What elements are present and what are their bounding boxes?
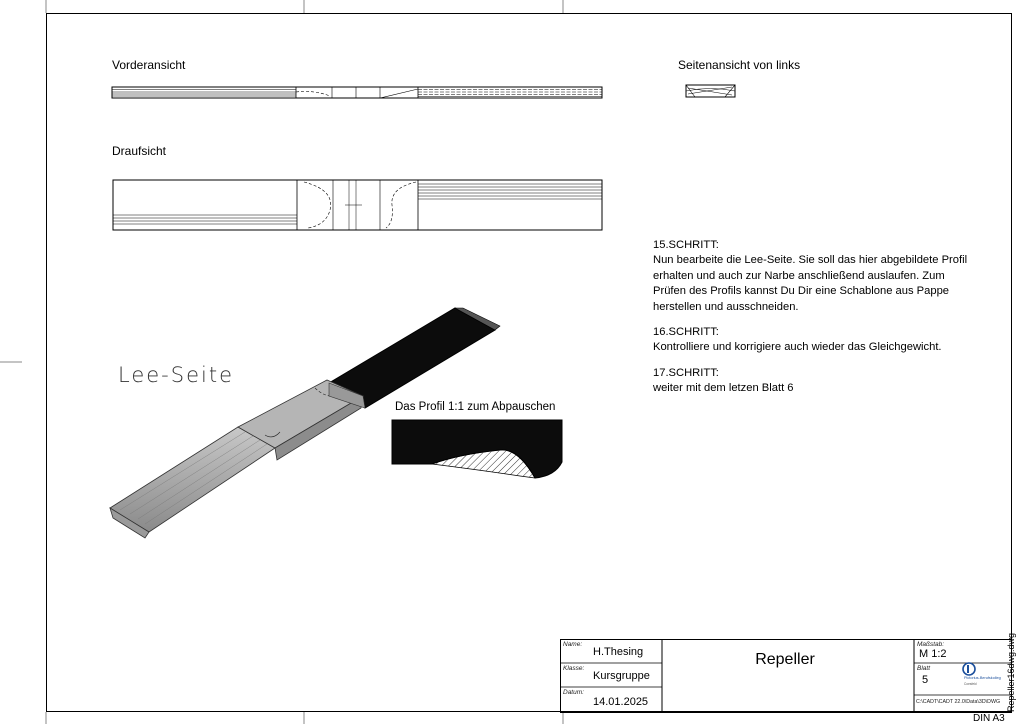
step-text: Nun bearbeite die Lee-Seite. Sie soll das hier abgebildete Profil erhalten und auch zur Narbe anschließend auslaufen. Zum Prüfen des Profils kannst Du Dir eine Schablone aus Pappe herstellen und ausschneiden.: [653, 254, 968, 313]
front-view-label: Vorderansicht: [112, 58, 186, 72]
date-label: Datum:: [563, 689, 584, 696]
step-16: [653, 325, 973, 356]
class-label: Klasse:: [563, 665, 585, 672]
author-name: H.Thesing: [593, 646, 644, 658]
step-title: 17.SCHRITT:: [653, 366, 719, 379]
step-15: [653, 238, 973, 315]
scale-label: Maßstab:: [917, 641, 945, 648]
side-view-label: Seitenansicht von links: [678, 58, 801, 72]
step-title: 16.SCHRITT:: [653, 326, 719, 339]
paper-size: DIN A3: [973, 713, 1005, 724]
scale-value: M 1:2: [919, 648, 947, 660]
sheet-label: Blatt: [917, 665, 931, 672]
lee-side-label: Lee-Seite: [118, 363, 234, 387]
front-view-drawing: [100, 80, 620, 110]
date-value: 14.01.2025: [593, 696, 649, 708]
file-path: C:\CADT\CADT 22.0\Data\3D\DWG: [916, 699, 1001, 705]
step-text: Kontrolliere und korrigiere auch wieder das Gleichgewicht.: [653, 341, 942, 354]
top-view-label: Draufsicht: [112, 144, 167, 158]
step-17: [653, 366, 973, 397]
profile-drawing: [390, 418, 566, 486]
school-logo: [960, 662, 1006, 688]
side-view-drawing: [680, 80, 750, 104]
sheet-number: 5: [922, 674, 929, 686]
logo-name: Pictorius-Berufskolleg: [964, 676, 1001, 680]
class-value: Kursgruppe: [593, 670, 650, 682]
logo-icon: [962, 662, 976, 676]
step-text: weiter mit dem letzen Blatt 6: [653, 382, 794, 395]
instruction-steps: [653, 238, 973, 407]
name-label: Name:: [563, 641, 583, 648]
top-view-drawing: [100, 170, 620, 240]
file-name: Repeller16dwg.dwg: [1006, 632, 1016, 712]
step-title: 15.SCHRITT:: [653, 239, 719, 251]
drawing-title: Repeller: [755, 651, 815, 668]
profile-label: Das Profil 1:1 zum Abpauschen: [395, 401, 556, 413]
logo-sub: Coesfeld: [964, 682, 977, 686]
